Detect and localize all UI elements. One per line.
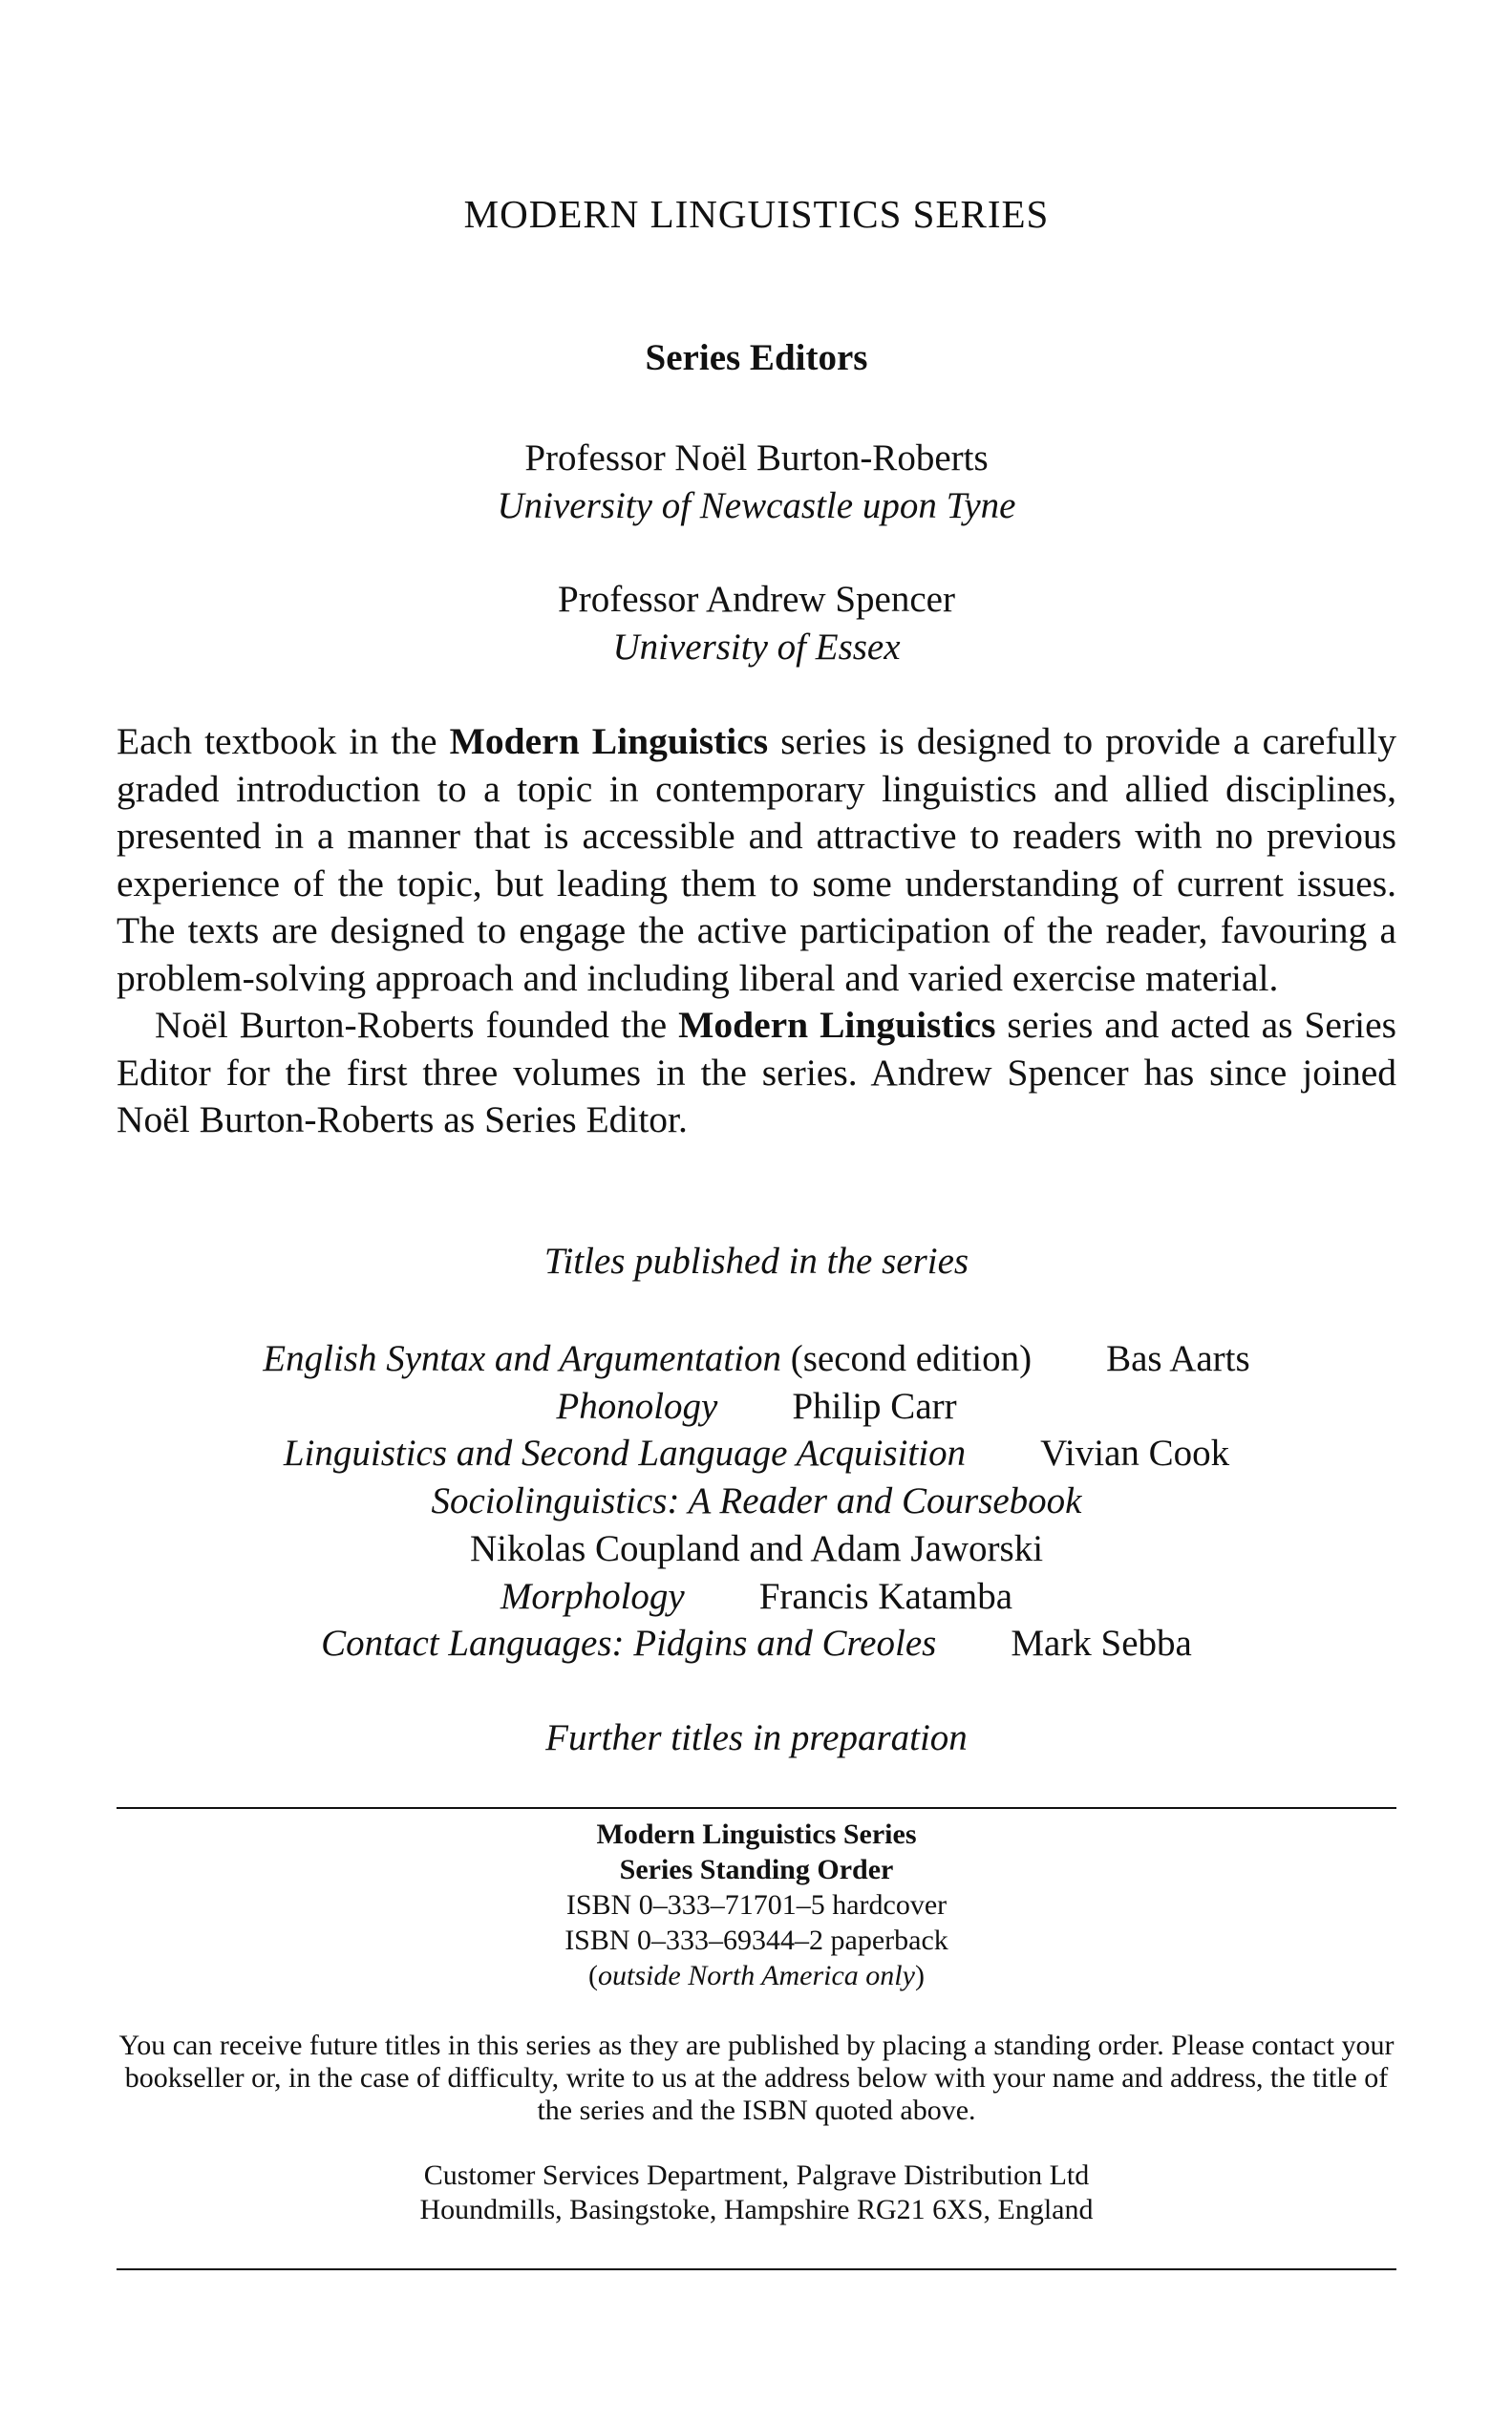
book-author: Bas Aarts (1106, 1338, 1250, 1379)
title-entry (117, 1573, 1396, 1621)
description-paragraph: Each textbook in the Modern Linguistics series is designed to provide a carefully graded introduction to a topic in contemporary linguistics and allied disciplines, presented in a manner that is accessible and attractive to readers with no previous experience of the topic, but leading them to some understanding of current issues. The texts are designed to engage the active participation of the reader, favouring a problem-solving approach and including liberal and varied exercise material. (117, 720, 1396, 999)
title-entry (117, 1335, 1396, 1383)
series-name-bold: Modern Linguistics (449, 720, 769, 762)
book-author: Mark Sebba (1011, 1623, 1192, 1665)
editor-name: Professor Andrew Spencer (558, 579, 955, 620)
title-entry (117, 1478, 1396, 1525)
address-line: Houndmills, Basingstoke, Hampshire RG21 6XS, England (419, 2194, 1094, 2225)
book-title: Phonology (556, 1385, 718, 1427)
divider (117, 1807, 1396, 1809)
editor-institution: University of Newcastle upon Tyne (497, 485, 1016, 526)
editor-entry (117, 576, 1396, 671)
titles-heading: Titles published in the series (543, 1241, 969, 1282)
editor-institution: University of Essex (612, 627, 901, 668)
title-entry (117, 1383, 1396, 1431)
book-title: Linguistics and Second Language Acquisition (283, 1433, 967, 1475)
book-author: Francis Katamba (758, 1575, 1013, 1617)
region-note: (outside North America only) (588, 1960, 925, 1991)
editors-heading: Series Editors (645, 337, 868, 378)
book-title: Contact Languages: Pidgins and Creoles (321, 1623, 937, 1665)
book-title: Sociolinguistics: A Reader and Coursebook (431, 1480, 1082, 1522)
editor-name: Professor Noël Burton-Roberts (524, 437, 989, 479)
series-name-bold: Modern Linguistics (678, 1004, 996, 1046)
book-author: Philip Carr (792, 1385, 957, 1427)
edition-note: (second edition) (781, 1338, 1033, 1379)
book-author: Nikolas Coupland and Adam Jaworski (469, 1527, 1044, 1569)
book-title: Morphology (500, 1575, 685, 1617)
titles-list (117, 1335, 1396, 1668)
standing-order-series: Modern Linguistics Series (596, 1819, 917, 1850)
series-title: MODERN LINGUISTICS SERIES (463, 192, 1050, 236)
isbn-hardcover: ISBN 0–333–71701–5 hardcover (565, 1889, 948, 1921)
book-author: Vivian Cook (1040, 1433, 1230, 1475)
title-entry-author-line (117, 1525, 1396, 1573)
isbn-paperback: ISBN 0–333–69344–2 paperback (564, 1925, 948, 1956)
editor-entry (117, 435, 1396, 530)
title-entry (117, 1430, 1396, 1478)
standing-order-box (117, 1817, 1396, 1993)
divider (117, 2268, 1396, 2270)
title-entry (117, 1620, 1396, 1668)
series-description (117, 718, 1396, 1144)
address-line: Customer Services Department, Palgrave Distribution Ltd (423, 2159, 1090, 2191)
standing-order-heading: Series Standing Order (619, 1854, 894, 1885)
publisher-address (117, 2159, 1396, 2227)
further-titles: Further titles in preparation (545, 1717, 968, 1758)
description-paragraph: Noël Burton-Roberts founded the Modern Linguistics series and acted as Series Editor for the first three volumes in the series. Andrew Spencer has since joined Noël Burton-Roberts as Series Editor. (117, 1004, 1396, 1140)
book-title: English Syntax and Argumentation (263, 1338, 782, 1379)
standing-order-instructions: You can receive future titles in this series as they are published by placing a standing order. Please contact your bookseller or, in the case of difficulty, write to us at the address below with your name and address, the title of the series and the ISBN quoted above. (118, 2030, 1395, 2126)
